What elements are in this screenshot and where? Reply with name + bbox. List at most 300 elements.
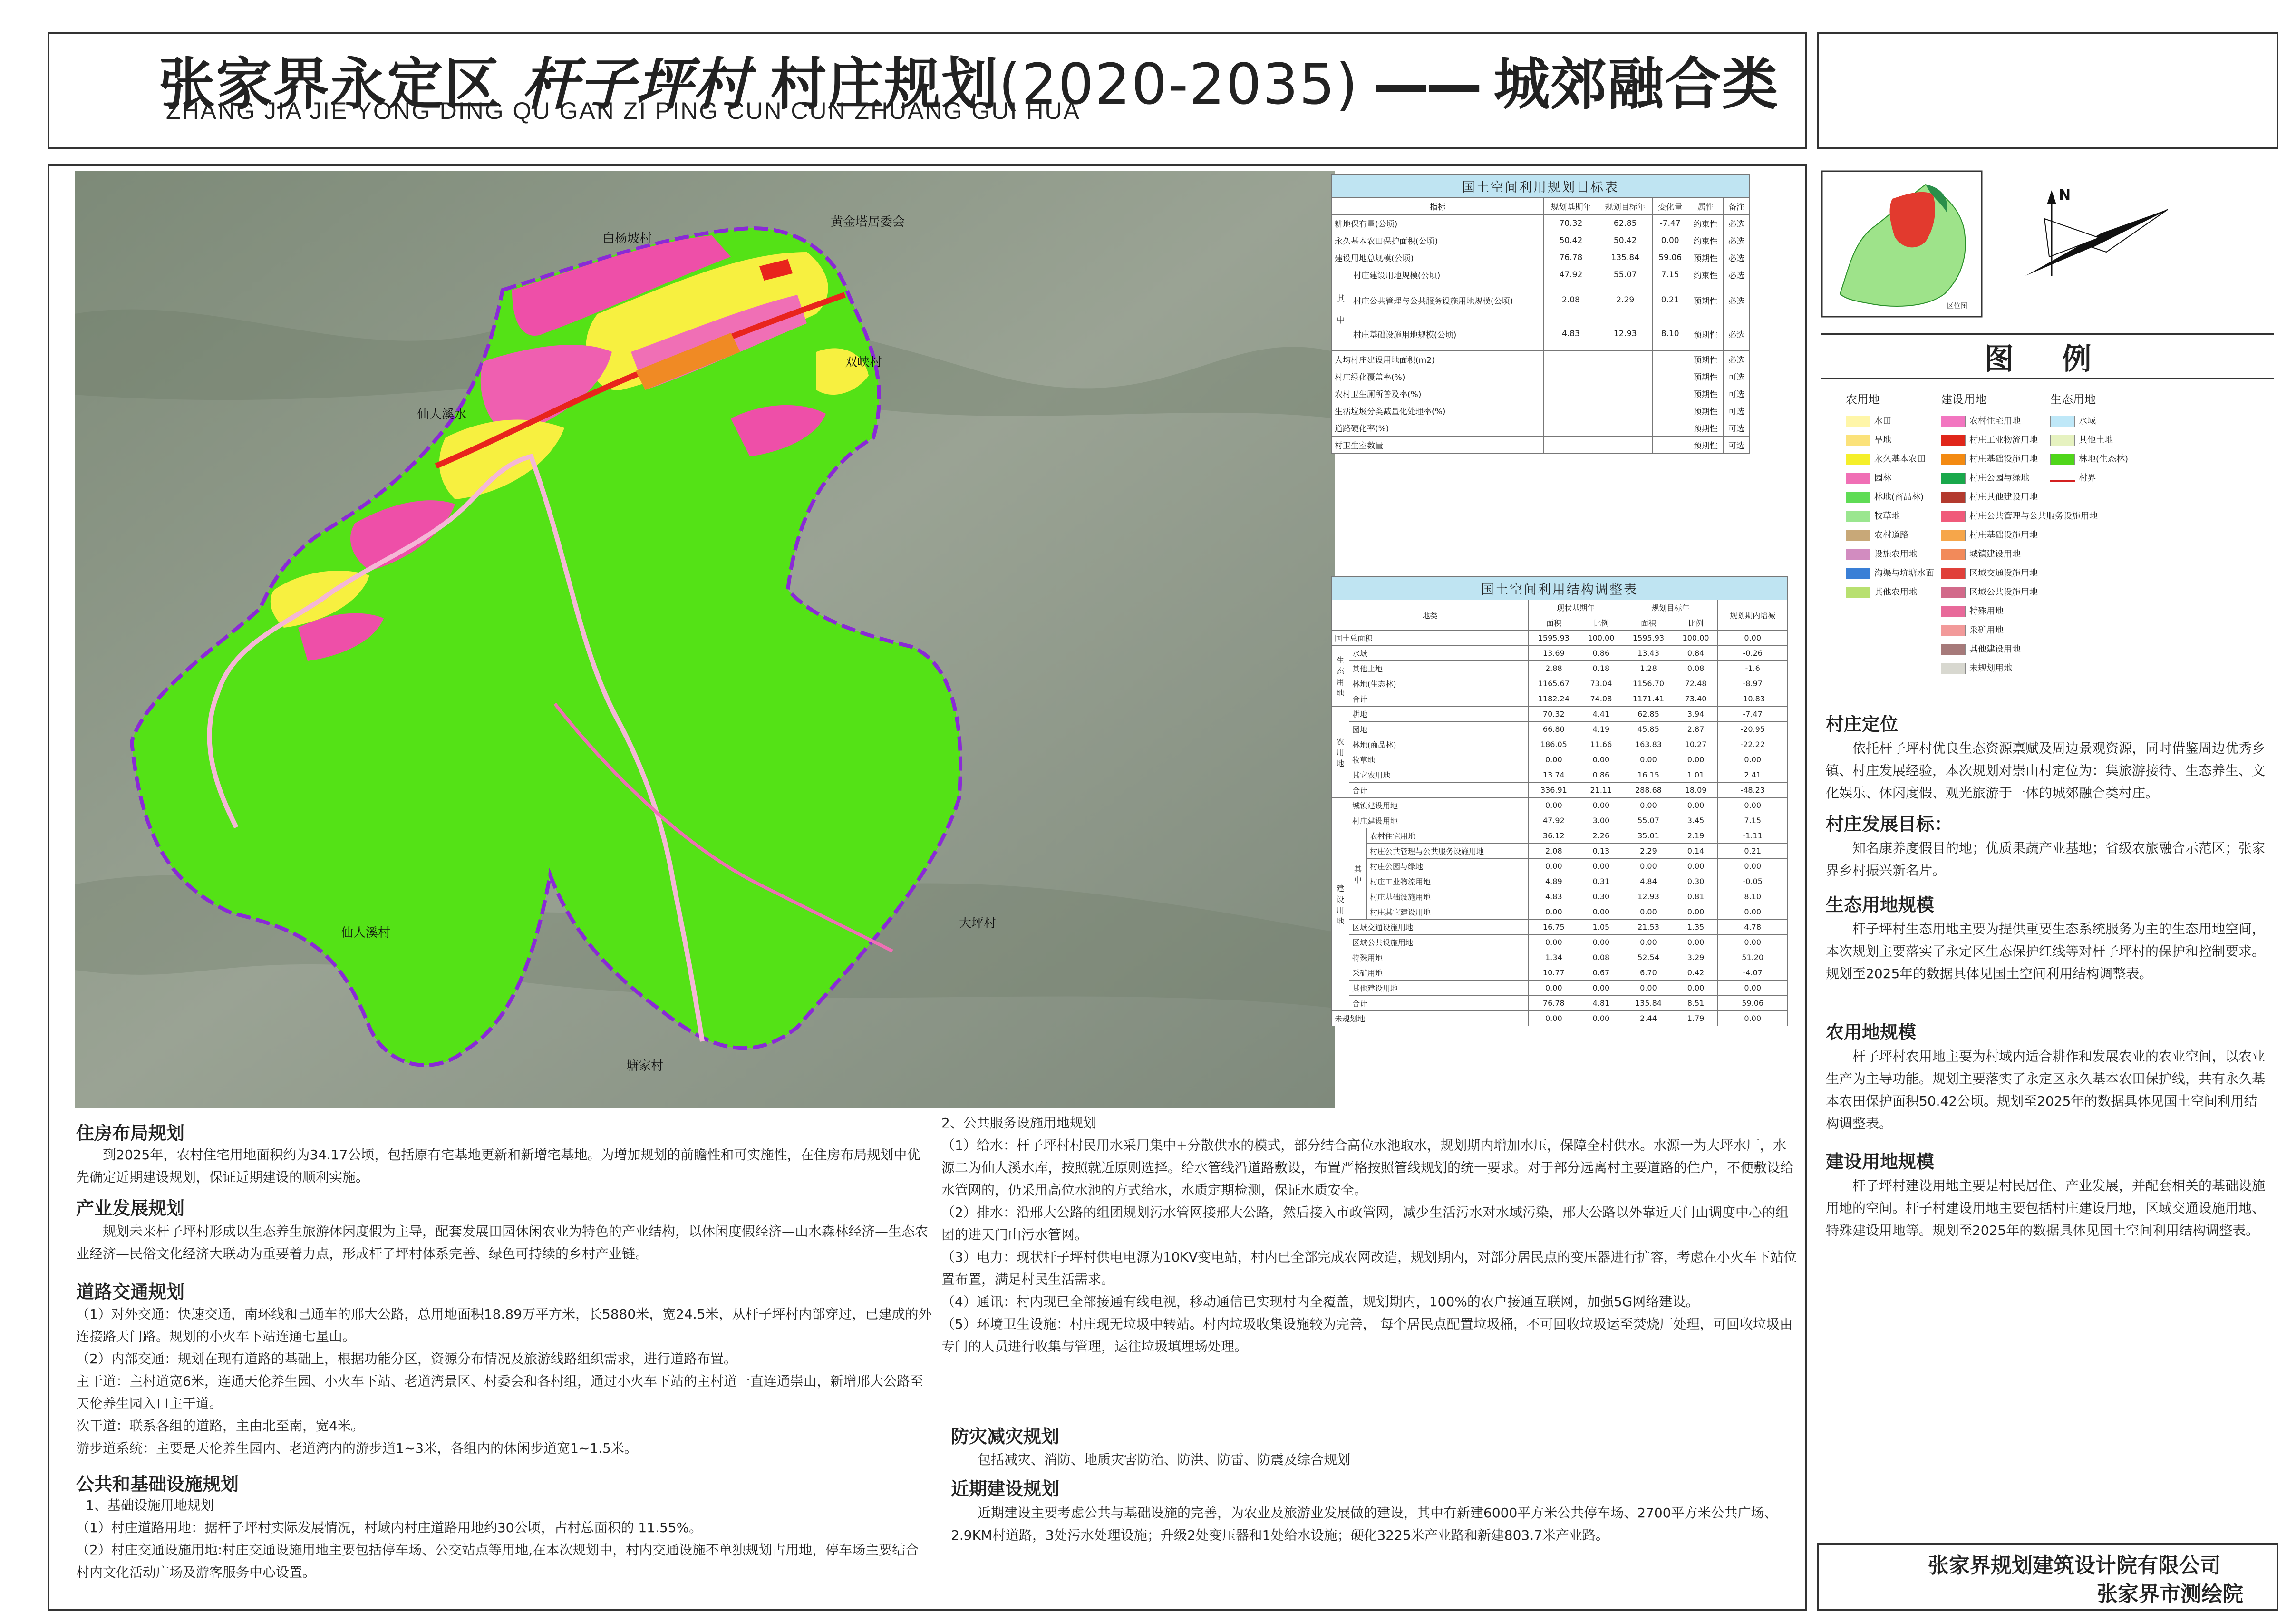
heading-agri: 农用地规模 <box>1826 1022 1917 1043</box>
cell: 47.92 <box>1544 266 1598 283</box>
cell: 园地 <box>1349 722 1529 737</box>
cell: 336.91 <box>1529 783 1579 798</box>
cell: -0.05 <box>1718 874 1788 889</box>
cell: -22.22 <box>1718 737 1788 752</box>
table2-body <box>1332 631 1788 1026</box>
cell: 16.15 <box>1623 767 1674 783</box>
cell: 必选 <box>1724 351 1750 368</box>
cell: 0.21 <box>1652 283 1688 317</box>
cell: 0.00 <box>1652 232 1688 249</box>
table-row <box>1332 691 1788 707</box>
cell: 0.14 <box>1674 844 1718 859</box>
cell: 0.00 <box>1674 859 1718 874</box>
legend-swatch <box>1846 587 1870 598</box>
cell: 13.69 <box>1529 646 1579 661</box>
table-row <box>1332 813 1788 828</box>
cell: 0.08 <box>1674 661 1718 676</box>
table2-caption: 国土空间利用结构调整表 <box>1332 577 1788 600</box>
cell: 0.42 <box>1674 965 1718 981</box>
cell: -10.83 <box>1718 691 1788 707</box>
title-dash: —— <box>1373 51 1480 117</box>
cell: 村庄公共管理与公共服务设施用地规模(公顷) <box>1350 283 1544 317</box>
cell: 0.00 <box>1718 981 1788 996</box>
legend-label: 农村道路 <box>1874 530 1908 540</box>
cell: 3.00 <box>1579 813 1623 828</box>
cell: 18.09 <box>1674 783 1718 798</box>
cell: 0.00 <box>1579 904 1623 920</box>
legend-swatch <box>1941 435 1966 446</box>
legend-label: 村界 <box>2079 473 2096 483</box>
cell: 72.48 <box>1674 676 1718 691</box>
cell: 水域 <box>1349 646 1529 661</box>
legend-swatch <box>1941 663 1966 674</box>
legend-swatch <box>1941 492 1966 503</box>
legend-label: 林地(商品林) <box>1874 492 1924 502</box>
cell: 预期性 <box>1688 249 1724 266</box>
cell: 0.00 <box>1579 935 1623 950</box>
cell: 1.28 <box>1623 661 1674 676</box>
cell: 农村卫生厕所普及率(%) <box>1332 385 1544 402</box>
cell: 预期性 <box>1688 317 1724 351</box>
title-years: (2020-2035) <box>998 51 1359 117</box>
cell: 预期性 <box>1688 368 1724 385</box>
table-row <box>1332 232 1750 249</box>
cell: 城镇建设用地 <box>1349 798 1529 813</box>
cell: 11.66 <box>1579 737 1623 752</box>
cell: 0.00 <box>1674 798 1718 813</box>
legend-item <box>1941 472 2029 485</box>
heading-position: 村庄定位 <box>1826 714 1899 735</box>
cell: 1.01 <box>1674 767 1718 783</box>
text-agri-body: 杆子坪村农用地主要为村域内适合耕作和发展农业的农业空间，以农业生产为主导功能。规划主要落实了永定区永久基本农田保护线，共有永久基本农田保护面积50.42公顷。规划至2025年的数据具体见国土空间利用结构调整表。 <box>1826 1049 2266 1131</box>
side-zhong: 中 <box>1337 315 1345 325</box>
road-item: 游步道系统：主要是天伦养生园内、老道湾内的游步道1~3米，各组内的休闲步道宽1~1.5米。 <box>76 1440 638 1456</box>
cell: 0.00 <box>1623 904 1674 920</box>
legend-label: 水田 <box>1874 416 1891 426</box>
cell: 0.00 <box>1623 752 1674 767</box>
legend-swatch <box>2050 475 2075 482</box>
table-row <box>1332 646 1788 661</box>
cell: 可选 <box>1724 437 1750 454</box>
table-row <box>1332 215 1750 232</box>
cell: 2.44 <box>1623 1011 1674 1026</box>
cell: 4.41 <box>1579 707 1623 722</box>
cell: 可选 <box>1724 419 1750 437</box>
cell: 76.78 <box>1529 996 1579 1011</box>
cell: 51.20 <box>1718 950 1788 965</box>
cell: 0.86 <box>1579 767 1623 783</box>
cell: 耕地保有量(公顷) <box>1332 215 1544 232</box>
cell: 村庄基础设施用地规模(公顷) <box>1350 317 1544 351</box>
cell: 50.42 <box>1544 232 1598 249</box>
legend-label: 区域交通设施用地 <box>1969 568 2038 578</box>
table2-header: 比例 <box>1579 615 1623 631</box>
legend-label: 牧草地 <box>1874 511 1900 521</box>
legend-item <box>1941 586 2038 599</box>
table-row <box>1332 631 1788 646</box>
cell: 7.15 <box>1718 813 1788 828</box>
cell: -48.23 <box>1718 783 1788 798</box>
cell: 0.00 <box>1674 752 1718 767</box>
cell: 8.10 <box>1718 889 1788 904</box>
cell: 62.85 <box>1623 707 1674 722</box>
table1-header: 属性 <box>1688 198 1724 215</box>
cell: 生活垃圾分类减量化处理率(%) <box>1332 402 1544 419</box>
text-public <box>941 1112 1797 1358</box>
cell: 0.00 <box>1579 859 1623 874</box>
cell: 1.34 <box>1529 950 1579 965</box>
legend-item <box>2050 415 2096 428</box>
cell: 0.00 <box>1674 904 1718 920</box>
table2-header: 面积 <box>1529 615 1579 631</box>
cell: 0.86 <box>1579 646 1623 661</box>
legend-swatch <box>2050 454 2075 465</box>
cell: 55.07 <box>1623 813 1674 828</box>
cell: 0.84 <box>1674 646 1718 661</box>
table1-header: 备注 <box>1724 198 1750 215</box>
cell: 55.07 <box>1598 266 1652 283</box>
legend-swatch <box>1846 416 1870 427</box>
cell: 10.27 <box>1674 737 1718 752</box>
title-village: 杆子坪村 <box>522 51 750 117</box>
legend-swatch <box>1941 511 1966 522</box>
cell: 预期性 <box>1688 419 1724 437</box>
text-agri <box>1826 1045 2268 1135</box>
cell: 7.15 <box>1652 266 1688 283</box>
table2-header: 规划期内增减 <box>1718 600 1788 631</box>
legend-item <box>1941 491 2038 504</box>
text-housing-body: 到2025年，农村住宅用地面积约为34.17公顷，包括原有宅基地更新和新增宅基地。为增加规划的前瞻性和可实施性，在住房布局规划中优先确定近期建设规划，保证近期建设的顺利实施。 <box>76 1147 920 1185</box>
legend-item <box>1941 662 2012 675</box>
cell: -8.97 <box>1718 676 1788 691</box>
pub-item: （4）通讯：村内现已全部接通有线电视，移动通信已实现村内全覆盖，规划期内，100%的农户接通互联网，加强5G网络建设。 <box>941 1294 1699 1310</box>
cell: 50.42 <box>1598 232 1652 249</box>
table-row <box>1332 368 1750 385</box>
cell: 可选 <box>1724 385 1750 402</box>
legend-swatch <box>1941 473 1966 484</box>
cell: 0.00 <box>1718 859 1788 874</box>
text-position <box>1826 737 2268 804</box>
land-use-map <box>75 171 1335 1108</box>
cell: 3.45 <box>1674 813 1718 828</box>
table-row <box>1332 981 1788 996</box>
cell: 特殊用地 <box>1349 950 1529 965</box>
cell: 12.93 <box>1623 889 1674 904</box>
table-row <box>1332 844 1788 859</box>
legend-label: 园林 <box>1874 473 1891 483</box>
cell: 村庄基础设施用地 <box>1367 889 1529 904</box>
cell: 可选 <box>1724 402 1750 419</box>
cell: 4.78 <box>1718 920 1788 935</box>
heading-road: 道路交通规划 <box>76 1282 185 1302</box>
legend-col-eco-title: 生态用地 <box>2050 393 2096 406</box>
cell: 59.06 <box>1652 249 1688 266</box>
cell: 73.04 <box>1579 676 1623 691</box>
cell: 0.00 <box>1579 1011 1623 1026</box>
cell: 未规划地 <box>1332 1011 1529 1026</box>
infra-item: （1）村庄道路用地：据杆子坪村实际发展情况，村域内村庄道路用地约30公顷，占村总面积的 11.55%。 <box>76 1520 703 1535</box>
legend-label: 村庄工业物流用地 <box>1969 435 2038 445</box>
legend-label: 村庄公共管理与公共服务设施用地 <box>1969 511 2098 521</box>
table-row <box>1332 249 1750 266</box>
cell: 1182.24 <box>1529 691 1579 707</box>
table2-header: 现状基期年 <box>1529 600 1623 615</box>
cell: 0.21 <box>1718 844 1788 859</box>
legend-swatch <box>1941 549 1966 560</box>
cell: 1595.93 <box>1623 631 1674 646</box>
cell: 66.80 <box>1529 722 1579 737</box>
cell: 0.00 <box>1623 798 1674 813</box>
cell: 建设用地 <box>1332 798 1349 1011</box>
pub-heading: 2、公共服务设施用地规划 <box>941 1115 1096 1131</box>
table-row <box>1332 798 1788 813</box>
cell: 预期性 <box>1688 437 1724 454</box>
cell: 288.68 <box>1623 783 1674 798</box>
title-type: 城郊融合类 <box>1493 51 1779 117</box>
infra-item: 1、基础设施用地规划 <box>86 1497 214 1513</box>
cell: 73.40 <box>1674 691 1718 707</box>
cell: 合计 <box>1349 691 1529 707</box>
legend-swatch <box>1846 473 1870 484</box>
cell: 2.29 <box>1598 283 1652 317</box>
legend-item <box>1941 453 2038 466</box>
legend-title-bar <box>1821 333 2274 379</box>
pub-item: （3）电力：现状杆子坪村供电电源为10KV变电站，村内已全部完成农网改造，规划期内，对部分居民点的变压器进行扩容，考虑在小火车下站位置布置，满足村民生活需求。 <box>941 1249 1797 1287</box>
pub-item: （2）排水：沿邢大公路的组团规划污水管网接邢大公路，然后接入市政管网，减少生活污水对水域污染，邢大公路以外靠近天门山调度中心的组团的进天门山污水管网。 <box>941 1204 1789 1243</box>
cell: 约束性 <box>1688 232 1724 249</box>
legend-label: 村庄基础设施用地 <box>1969 454 2038 464</box>
cell: 人均村庄建设用地面积(m2) <box>1332 351 1544 368</box>
cell: 其他建设用地 <box>1349 981 1529 996</box>
legend-item <box>2050 472 2096 485</box>
road-item: （1）对外交通：快速交通，南环线和已通车的邢大公路，总用地面积18.89万平方米，长5880米，宽24.5米，从杆子坪村内部穿过，已建成的外连接路天门路。规划的小火车下站连通七星山。 <box>76 1306 932 1344</box>
legend-item <box>1941 548 2021 561</box>
table-row <box>1332 707 1788 722</box>
cell: 0.00 <box>1718 904 1788 920</box>
text-build <box>1826 1175 2268 1242</box>
cell: 2.08 <box>1544 283 1598 317</box>
cell: 预期性 <box>1688 283 1724 317</box>
cell: 0.30 <box>1579 889 1623 904</box>
cell: 2.88 <box>1529 661 1579 676</box>
side-qi: 其 <box>1337 294 1345 304</box>
table-row <box>1332 996 1788 1011</box>
text-near-body: 近期建设主要考虑公共与基础设施的完善，为农业及旅游业发展做的建设，其中有新建6000平方米公共停车场、2700平方米公共广场、2.9KM村道路，3处污水处理设施；升级2处变压器和1处给水设施；硬化3225米产业路和新建803.7米产业路。 <box>951 1505 1778 1543</box>
legend-label: 特殊用地 <box>1969 606 2004 616</box>
table-row <box>1332 661 1788 676</box>
legend-col-agri-title: 农用地 <box>1846 393 1880 406</box>
side-label <box>1332 266 1350 351</box>
map-label-baiyangpo: 白杨坡村 <box>602 232 652 246</box>
text-industry <box>76 1220 932 1265</box>
cell: 135.84 <box>1623 996 1674 1011</box>
table-row <box>1332 419 1750 437</box>
right-panel <box>1817 164 2278 1611</box>
table-row <box>1332 920 1788 935</box>
table2-header: 地类 <box>1332 600 1529 631</box>
heading-eco: 生态用地规模 <box>1826 894 1935 915</box>
structure-adjust-table <box>1331 576 1788 1026</box>
legend-col-build-title: 建设用地 <box>1941 393 1986 406</box>
legend-swatch <box>1941 625 1966 636</box>
cell: 2.19 <box>1674 828 1718 844</box>
table-row <box>1332 266 1750 283</box>
cell: 0.00 <box>1718 1011 1788 1026</box>
cell: -7.47 <box>1652 215 1688 232</box>
text-build-body: 杆子坪村建设用地主要是村民居住、产业发展，并配套相关的基础设施用地的空间。杆子村建设用地主要包括村庄建设用地，区域交通设施用地、特殊建设用地等。规划至2025年的数据具体见国土空间利用结构调整表。 <box>1826 1178 2266 1238</box>
cell: 预期性 <box>1688 351 1724 368</box>
legend-label: 沟渠与坑塘水面 <box>1874 568 1934 578</box>
cell: 0.81 <box>1674 889 1718 904</box>
cell: 必选 <box>1724 266 1750 283</box>
legend-swatch <box>1846 492 1870 503</box>
text-eco-body: 杆子坪村生态用地主要为提供重要生态系统服务为主的生态用地空间，本次规划主要落实了永定区生态保护红线等对杆子坪村的保护和控制要求。规划至2025年的数据具体见国土空间利用结构调整表。 <box>1826 921 2266 981</box>
cell: 2.29 <box>1623 844 1674 859</box>
cell: 牧草地 <box>1349 752 1529 767</box>
cell: 约束性 <box>1688 266 1724 283</box>
legend-item <box>1941 567 2038 580</box>
table-row <box>1332 828 1788 844</box>
cell: 建设用地总规模(公顷) <box>1332 249 1544 266</box>
cell: 10.77 <box>1529 965 1579 981</box>
table-row <box>1332 752 1788 767</box>
cell: 3.94 <box>1674 707 1718 722</box>
cell: 0.00 <box>1623 859 1674 874</box>
cell: 林地(生态林) <box>1349 676 1529 691</box>
cell: 0.08 <box>1579 950 1623 965</box>
cell: 0.00 <box>1529 1011 1579 1026</box>
cell: 2.08 <box>1529 844 1579 859</box>
heading-goal: 村庄发展目标： <box>1826 814 1953 835</box>
legend-item <box>1941 529 2038 542</box>
cell: 1.79 <box>1674 1011 1718 1026</box>
map-label-huangjinta: 黄金塔居委会 <box>831 215 905 229</box>
title-box <box>48 32 1807 149</box>
cell: 采矿用地 <box>1349 965 1529 981</box>
legend-label: 水域 <box>2079 416 2096 426</box>
legend-swatch <box>2050 416 2075 427</box>
legend-item <box>1941 605 2004 618</box>
cell: 4.19 <box>1579 722 1623 737</box>
cell: 区域公共设施用地 <box>1349 935 1529 950</box>
legend-swatch <box>1941 568 1966 579</box>
legend-label: 未规划用地 <box>1969 663 2012 673</box>
cell: 林地(商品林) <box>1349 737 1529 752</box>
map-label-tangjia: 塘家村 <box>626 1059 664 1073</box>
legend-swatch <box>1941 530 1966 541</box>
heading-infra: 公共和基础设施规划 <box>76 1474 239 1495</box>
legend-label: 其他建设用地 <box>1969 644 2021 654</box>
table-row <box>1332 317 1750 351</box>
cell: 2.41 <box>1718 767 1788 783</box>
cell: 0.00 <box>1529 752 1579 767</box>
cell: 国土总面积 <box>1332 631 1529 646</box>
cell: 0.00 <box>1529 981 1579 996</box>
location-inset <box>1821 170 1983 318</box>
table-row <box>1332 351 1750 368</box>
cell: 0.18 <box>1579 661 1623 676</box>
table-row <box>1332 935 1788 950</box>
pub-item: （1）给水：杆子坪村村民用水采用集中+分散供水的模式，部分结合高位水池取水，规划期内增加水压，保障全村供水。水源一为大坪水厂，水源二为仙人溪水库，按照就近原则选择。给水管线沿道路敷设，布置严格按照管线规划的统一要求。对于部分远离村主要道路的住户，不便敷设给水管网的，仍采用高位水池的方式给水，水质定期检测，保证水质安全。 <box>941 1137 1794 1198</box>
table1-header: 指标 <box>1332 198 1544 215</box>
cell: 其它农用地 <box>1349 767 1529 783</box>
cell: 0.67 <box>1579 965 1623 981</box>
planning-target-table <box>1331 174 1750 454</box>
cell: 0.00 <box>1674 935 1718 950</box>
legend-swatch <box>1846 435 1870 446</box>
table2-header: 规划目标年 <box>1623 600 1718 615</box>
cell: 0.00 <box>1579 798 1623 813</box>
cell: 道路硬化率(%) <box>1332 419 1544 437</box>
cell: 52.54 <box>1623 950 1674 965</box>
legend-swatch <box>1846 454 1870 465</box>
text-industry-body: 规划未来杆子坪村形成以生态养生旅游休闲度假为主导，配套发展田园休闲农业为特色的产业结构，以休闲度假经济—山水森林经济—生态农业经济—民俗文化经济大联动为重要着力点，形成杆子坪村体系完善、绿色可持续的乡村产业链。 <box>76 1224 929 1262</box>
heading-near: 近期建设规划 <box>951 1478 1060 1499</box>
cell: 0.13 <box>1579 844 1623 859</box>
legend-item <box>1846 491 1924 504</box>
table-row <box>1332 437 1750 454</box>
cell: 47.92 <box>1529 813 1579 828</box>
legend-item <box>1846 453 1926 466</box>
text-eco <box>1826 918 2268 985</box>
legend-label: 其他土地 <box>2079 435 2113 445</box>
cell: 0.00 <box>1529 935 1579 950</box>
text-disaster <box>951 1448 1797 1471</box>
pub-item: （5）环境卫生设施：村庄现无垃圾中转站。村内垃圾收集设施较为完善， 每个居民点配置垃圾桶，不可回收垃圾运至焚烧厂处理，可回收垃圾由专门的人员进行收集与管理，运往垃圾填埋场处理。 <box>941 1316 1793 1354</box>
title-region: 张家界永定区 <box>159 51 522 117</box>
legend-swatch <box>1846 568 1870 579</box>
cell: 村庄公共管理与公共服务设施用地 <box>1367 844 1529 859</box>
table2-header: 比例 <box>1674 615 1718 631</box>
cell: 耕地 <box>1349 707 1529 722</box>
cell: 必选 <box>1724 317 1750 351</box>
title-side-box <box>1817 32 2278 149</box>
table-row <box>1332 783 1788 798</box>
table-row <box>1332 737 1788 752</box>
legend-label: 设施农用地 <box>1874 549 1917 559</box>
footer-bureau: 张家界市测绘院 <box>2097 1582 2243 1606</box>
cell: 4.83 <box>1529 889 1579 904</box>
cell: 农村住宅用地 <box>1367 828 1529 844</box>
text-housing <box>76 1144 932 1188</box>
cell: 0.00 <box>1718 752 1788 767</box>
heading-housing: 住房布局规划 <box>76 1123 185 1144</box>
cell: 0.00 <box>1674 981 1718 996</box>
table-row <box>1332 402 1750 419</box>
legend-item <box>2050 453 2128 466</box>
cell: -4.07 <box>1718 965 1788 981</box>
cell: 生态用地 <box>1332 646 1349 707</box>
cell: 0.00 <box>1579 752 1623 767</box>
cell: 1171.41 <box>1623 691 1674 707</box>
legend-item <box>1941 434 2038 447</box>
map-label-xianrenxi: 仙人溪村 <box>341 926 391 940</box>
infra-item: （2）村庄交通设施用地:村庄交通设施用地主要包括停车场、公交站点等用地,在本次规划中，村内交通设施不单独规划占用地，停车场主要结合村内文化活动广场及游客服务中心设置。 <box>76 1542 919 1580</box>
cell: 76.78 <box>1544 249 1598 266</box>
legend-label: 村庄其他建设用地 <box>1969 492 2038 502</box>
table-row <box>1332 874 1788 889</box>
legend-item <box>1941 643 2021 656</box>
table1-caption: 国土空间利用规划目标表 <box>1332 175 1750 198</box>
cell: 45.85 <box>1623 722 1674 737</box>
table-row <box>1332 889 1788 904</box>
text-infra <box>76 1494 932 1583</box>
cell: 可选 <box>1724 368 1750 385</box>
legend-item <box>1846 586 1917 599</box>
cell: 1156.70 <box>1623 676 1674 691</box>
cell: 36.12 <box>1529 828 1579 844</box>
cell: 12.93 <box>1598 317 1652 351</box>
